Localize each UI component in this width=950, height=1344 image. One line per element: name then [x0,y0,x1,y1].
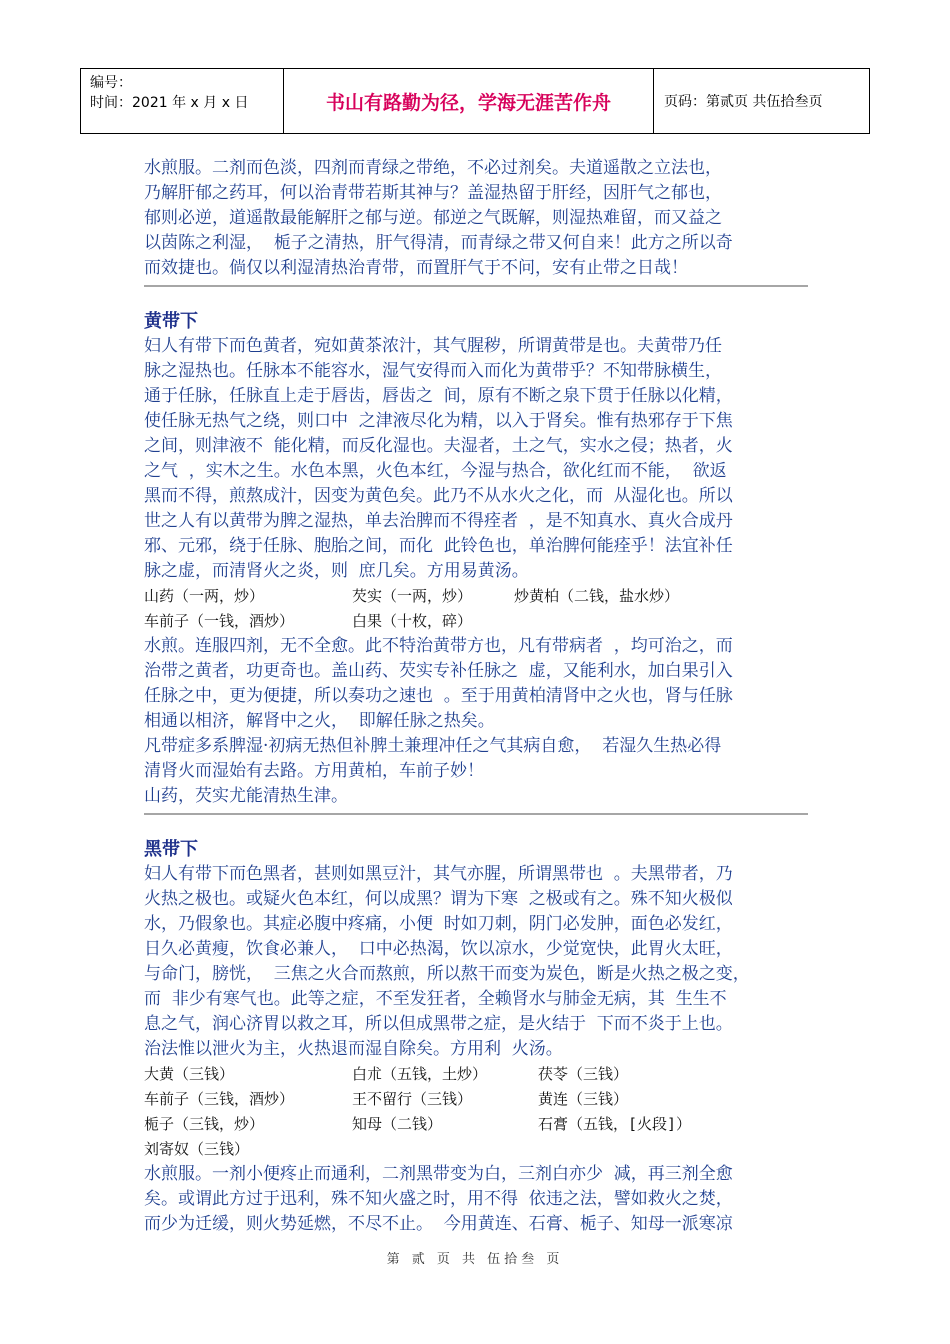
yellow-section [144,309,819,815]
section-title-black: 黑带下 [144,839,198,860]
text-line: 水煎。连服四剂，无不全愈。此不特治黄带方也，凡有带病者 ，均可治之，而 [144,636,733,656]
text-line: 以茵陈之利湿， 栀子之清热，肝气得清，而青绿之带又何自来！此方之所以奇 [144,233,733,253]
herb-item: 炒黄柏（二钱，盐水炒） [514,587,680,605]
page-header [80,68,870,134]
text-line: 息之气，润心济胃以救之耳，所以但成黑带之症，是火结于 下而不炎于上也。 [144,1014,733,1034]
text-line: 世之人有以黄带为脾之湿热，单去治脾而不得痊者 ，是不知真水、真火合成丹 [144,511,733,531]
text-line: 矣。或谓此方过于迅利，殊不知火盛之时，用不得 依违之法，譬如救火之焚， [144,1189,733,1209]
herb-item: 车前子（一钱，酒炒） [144,612,295,630]
herb-row [144,1112,819,1137]
herb-row [144,1087,819,1112]
header-page-label: 页码：第贰页 共伍拾叁页 [664,94,823,110]
herb-item: 车前子（三钱，酒炒） [144,1090,295,1108]
text-line: 水煎服。二剂而色淡，四剂而青绿之带绝，不必过剂矣。夫道遥散之立法也， [144,158,722,178]
header-motto: 书山有路勤为径，学海无涯苦作舟 [284,69,654,133]
text-line: 脉之湿热也。任脉本不能容水，湿气安得而入而化为黄带乎？不知带脉横生， [144,361,722,381]
text-line: 与命门，膀恍， 三焦之火合而熬煎，所以熬干而变为炭色，断是火热之极之变， [144,964,750,984]
text-line: 黑而不得，煎熬成汁，因变为黄色矣。此乃不从水火之化，而 从湿化也。所以 [144,486,733,506]
text-line: 通于任脉，任脉直上走于唇齿，唇齿之 间，原有不断之泉下贯于任脉以化精， [144,386,733,406]
herb-item: 刘寄奴（三钱） [144,1140,250,1158]
text-line: 而效捷也。倘仅以利湿清热治青带，而置肝气于不问，安有止带之日哉！ [144,258,688,278]
text-line: 使任脉无热气之绕，则口中 之津液尽化为精，以入于肾矣。惟有热邪存于下焦 [144,411,733,431]
text-line: 相通以相济，解肾中之火， 即解任脉之热矣。 [144,711,495,731]
text-line: 郁则必逆，道遥散最能解肝之郁与逆。郁逆之气既解，则湿热难留，而又益之 [144,208,722,228]
herb-item: 栀子（三钱，炒） [144,1115,265,1133]
text-line: 任脉之中，更为便捷，所以奏功之速也 。至于用黄柏清肾中之火也，肾与任脉 [144,686,733,706]
herb-item: 芡实（一两，炒） [352,587,473,605]
text-line: 日久必黄瘦，饮食必兼人， 口中必热渴，饮以凉水，少觉宽快，此胃火太旺， [144,939,733,959]
herb-item: 知母（二钱） [352,1115,443,1133]
intro-section [144,156,819,287]
text-line: 水，乃假象也。其症必腹中疼痛，小便 时如刀刺，阴门必发肿，面色必发红， [144,914,733,934]
text-line: 妇人有带下而色黄者，宛如黄茶浓汁，其气腥秽，所谓黄带是也。夫黄带乃任 [144,336,722,356]
text-line: 邪、元邪，绕于任脉、胞胎之间，而化 此铃色也，单治脾何能痊乎！法宜补任 [144,536,733,556]
text-line: 乃解肝郁之药耳，何以治青带若斯其神与？盖湿热留于肝经，因肝气之郁也， [144,183,722,203]
section-title-yellow: 黄带下 [144,311,198,332]
section-divider [144,813,808,815]
time-label: 时间：2021 年 x 月 x 日 [90,95,249,111]
text-line: 山药，芡实尤能清热生津。 [144,786,348,806]
herb-row [144,584,819,609]
document-body [144,156,819,1237]
text-line: 火热之极也。或疑火色本红，何以成黑？谓为下寒 之极或有之。殊不知火极似 [144,889,733,909]
herb-item: 石膏（五钱，[火段]） [538,1115,692,1133]
herb-row [144,1062,819,1087]
herb-item: 白朮（五钱，土炒） [352,1065,488,1083]
herb-item: 茯苓（三钱） [538,1065,629,1083]
number-label: 编号： [90,75,132,91]
section-divider [144,285,808,287]
text-line: 清肾火而湿始有去路。方用黄柏，车前子妙！ [144,761,484,781]
text-line: 水煎服。一剂小便疼止而通利，二剂黑带变为白，三剂白亦少 减，再三剂全愈 [144,1164,733,1184]
herb-item: 大黄（三钱） [144,1065,235,1083]
text-line: 而 非少有寒气也。此等之症，不至发狂者，全赖肾水与肺金无病，其 生生不 [144,989,727,1009]
text-line: 之气 ，实木之生。水色本黑，火色本红，今湿与热合，欲化红而不能， 欲返 [144,461,727,481]
text-line: 脉之虚，而清肾火之炎，则 庶几矣。方用易黄汤。 [144,561,529,581]
black-section [144,837,819,1237]
page-footer: 第 贰 页 共 伍拾叁 页 [386,1252,564,1267]
text-line: 之间，则津液不 能化精，而反化湿也。夫湿者，土之气，实水之侵；热者，火 [144,436,733,456]
herb-item: 王不留行（三钱） [352,1090,473,1108]
text-line: 凡带症多系脾湿·初病无热但补脾土兼理冲任之气其病自愈， 若湿久生热必得 [144,736,722,756]
header-meta [81,69,284,133]
text-line: 治带之黄者，功更奇也。盖山药、芡实专补任脉之 虚，又能利水，加白果引入 [144,661,733,681]
herb-row [144,609,819,634]
text-line: 而少为迁缓，则火势延燃，不尽不止。 今用黄连、石膏、栀子、知母一派寒凉 [144,1214,733,1234]
text-line: 治法惟以泄火为主，火热退而湿自除矣。方用利 火汤。 [144,1039,563,1059]
herb-item: 白果（十枚，碎） [352,612,473,630]
text-line: 妇人有带下而色黑者，甚则如黑豆汁，其气亦腥，所谓黑带也 。夫黑带者，乃 [144,864,733,884]
herb-row [144,1137,819,1162]
herb-item: 山药（一两，炒） [144,587,265,605]
herb-item: 黄连（三钱） [538,1090,629,1108]
